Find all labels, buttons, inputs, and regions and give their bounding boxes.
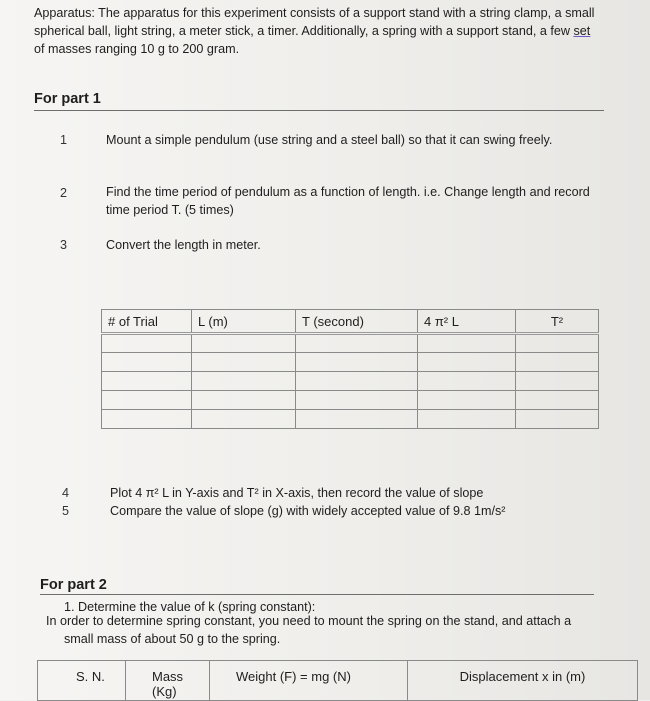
- table-cell[interactable]: [192, 353, 296, 372]
- step-2-text: Find the time period of pendulum as a function of length. i.e. Change length and record time period T. (5 times): [106, 185, 590, 217]
- table-cell[interactable]: [192, 410, 296, 429]
- table-cell[interactable]: [296, 391, 418, 410]
- header-period: T (second): [296, 310, 418, 334]
- table-cell[interactable]: [296, 372, 418, 391]
- table-cell[interactable]: [418, 410, 516, 429]
- step-5-text: Compare the value of slope (g) with widely accepted value of 9.8 1m/s²: [110, 504, 506, 518]
- table-header-row: [38, 661, 638, 701]
- header-t-squared: T²: [516, 310, 599, 334]
- table-cell[interactable]: [516, 410, 599, 429]
- table-cell[interactable]: [296, 334, 418, 353]
- table-row: [102, 334, 599, 353]
- part2-paragraph: [46, 612, 602, 648]
- header-weight: Weight (F) = mg (N): [210, 661, 408, 701]
- step-4-number: 4: [62, 486, 70, 500]
- table-cell[interactable]: [516, 334, 599, 353]
- table-cell[interactable]: [418, 391, 516, 410]
- apparatus-paragraph: [34, 4, 604, 58]
- table-cell[interactable]: [516, 353, 599, 372]
- table-cell[interactable]: [516, 391, 599, 410]
- apparatus-text-a: Apparatus: The apparatus for this experiment consists of a support stand with a string clamp, a small spherical ball, light string, a meter stick, a timer. Additionally, a spring with a support stand, a few: [34, 6, 595, 38]
- table-cell[interactable]: [102, 372, 192, 391]
- step-5-number: 5: [62, 504, 70, 518]
- table-row: [102, 353, 599, 372]
- step-3-text: Convert the length in meter.: [106, 238, 261, 252]
- step-4-text: Plot 4 π² L in Y-axis and T² in X-axis, then record the value of slope: [110, 486, 484, 500]
- step-1-number: 1: [60, 133, 68, 147]
- apparatus-text-b: of masses ranging 10 g to 200 gram.: [34, 42, 240, 56]
- part1-heading: For part 1: [34, 91, 101, 107]
- step-2-number: 2: [60, 186, 68, 200]
- step-3-number: 3: [60, 238, 68, 252]
- part2-item-1: 1. Determine the value of k (spring constant):: [64, 600, 316, 614]
- pendulum-data-table: [101, 309, 599, 429]
- table-row: [102, 372, 599, 391]
- table-header-row: [102, 310, 599, 334]
- table-row: [102, 391, 599, 410]
- table-cell[interactable]: [192, 372, 296, 391]
- header-length: L (m): [192, 310, 296, 334]
- table-cell[interactable]: [418, 334, 516, 353]
- part2-heading: For part 2: [40, 577, 107, 593]
- table-cell[interactable]: [516, 372, 599, 391]
- part2-rule: [40, 594, 594, 595]
- table-cell[interactable]: [418, 372, 516, 391]
- table-cell[interactable]: [418, 353, 516, 372]
- part2-paragraph-text: In order to determine spring constant, you need to mount the spring on the stand, and attach a small mass of about 50 g to the spring.: [46, 614, 572, 646]
- header-displacement: Displacement x in (m): [408, 661, 638, 701]
- apparatus-text-underlined: set: [573, 24, 591, 38]
- table-cell[interactable]: [102, 334, 192, 353]
- part1-rule: [34, 110, 604, 111]
- table-cell[interactable]: [296, 410, 418, 429]
- table-cell[interactable]: [192, 391, 296, 410]
- header-mass: Mass (Kg): [126, 661, 210, 701]
- table-cell[interactable]: [102, 353, 192, 372]
- table-row: [102, 410, 599, 429]
- table-cell[interactable]: [102, 391, 192, 410]
- step-1-text: Mount a simple pendulum (use string and a steel ball) so that it can swing freely.: [106, 133, 553, 147]
- spring-data-table: [37, 660, 638, 701]
- table-cell[interactable]: [296, 353, 418, 372]
- header-4pi2l: 4 π² L: [418, 310, 516, 334]
- header-sn: S. N.: [38, 661, 126, 701]
- table-cell[interactable]: [192, 334, 296, 353]
- header-trial: # of Trial: [102, 310, 192, 334]
- table-cell[interactable]: [102, 410, 192, 429]
